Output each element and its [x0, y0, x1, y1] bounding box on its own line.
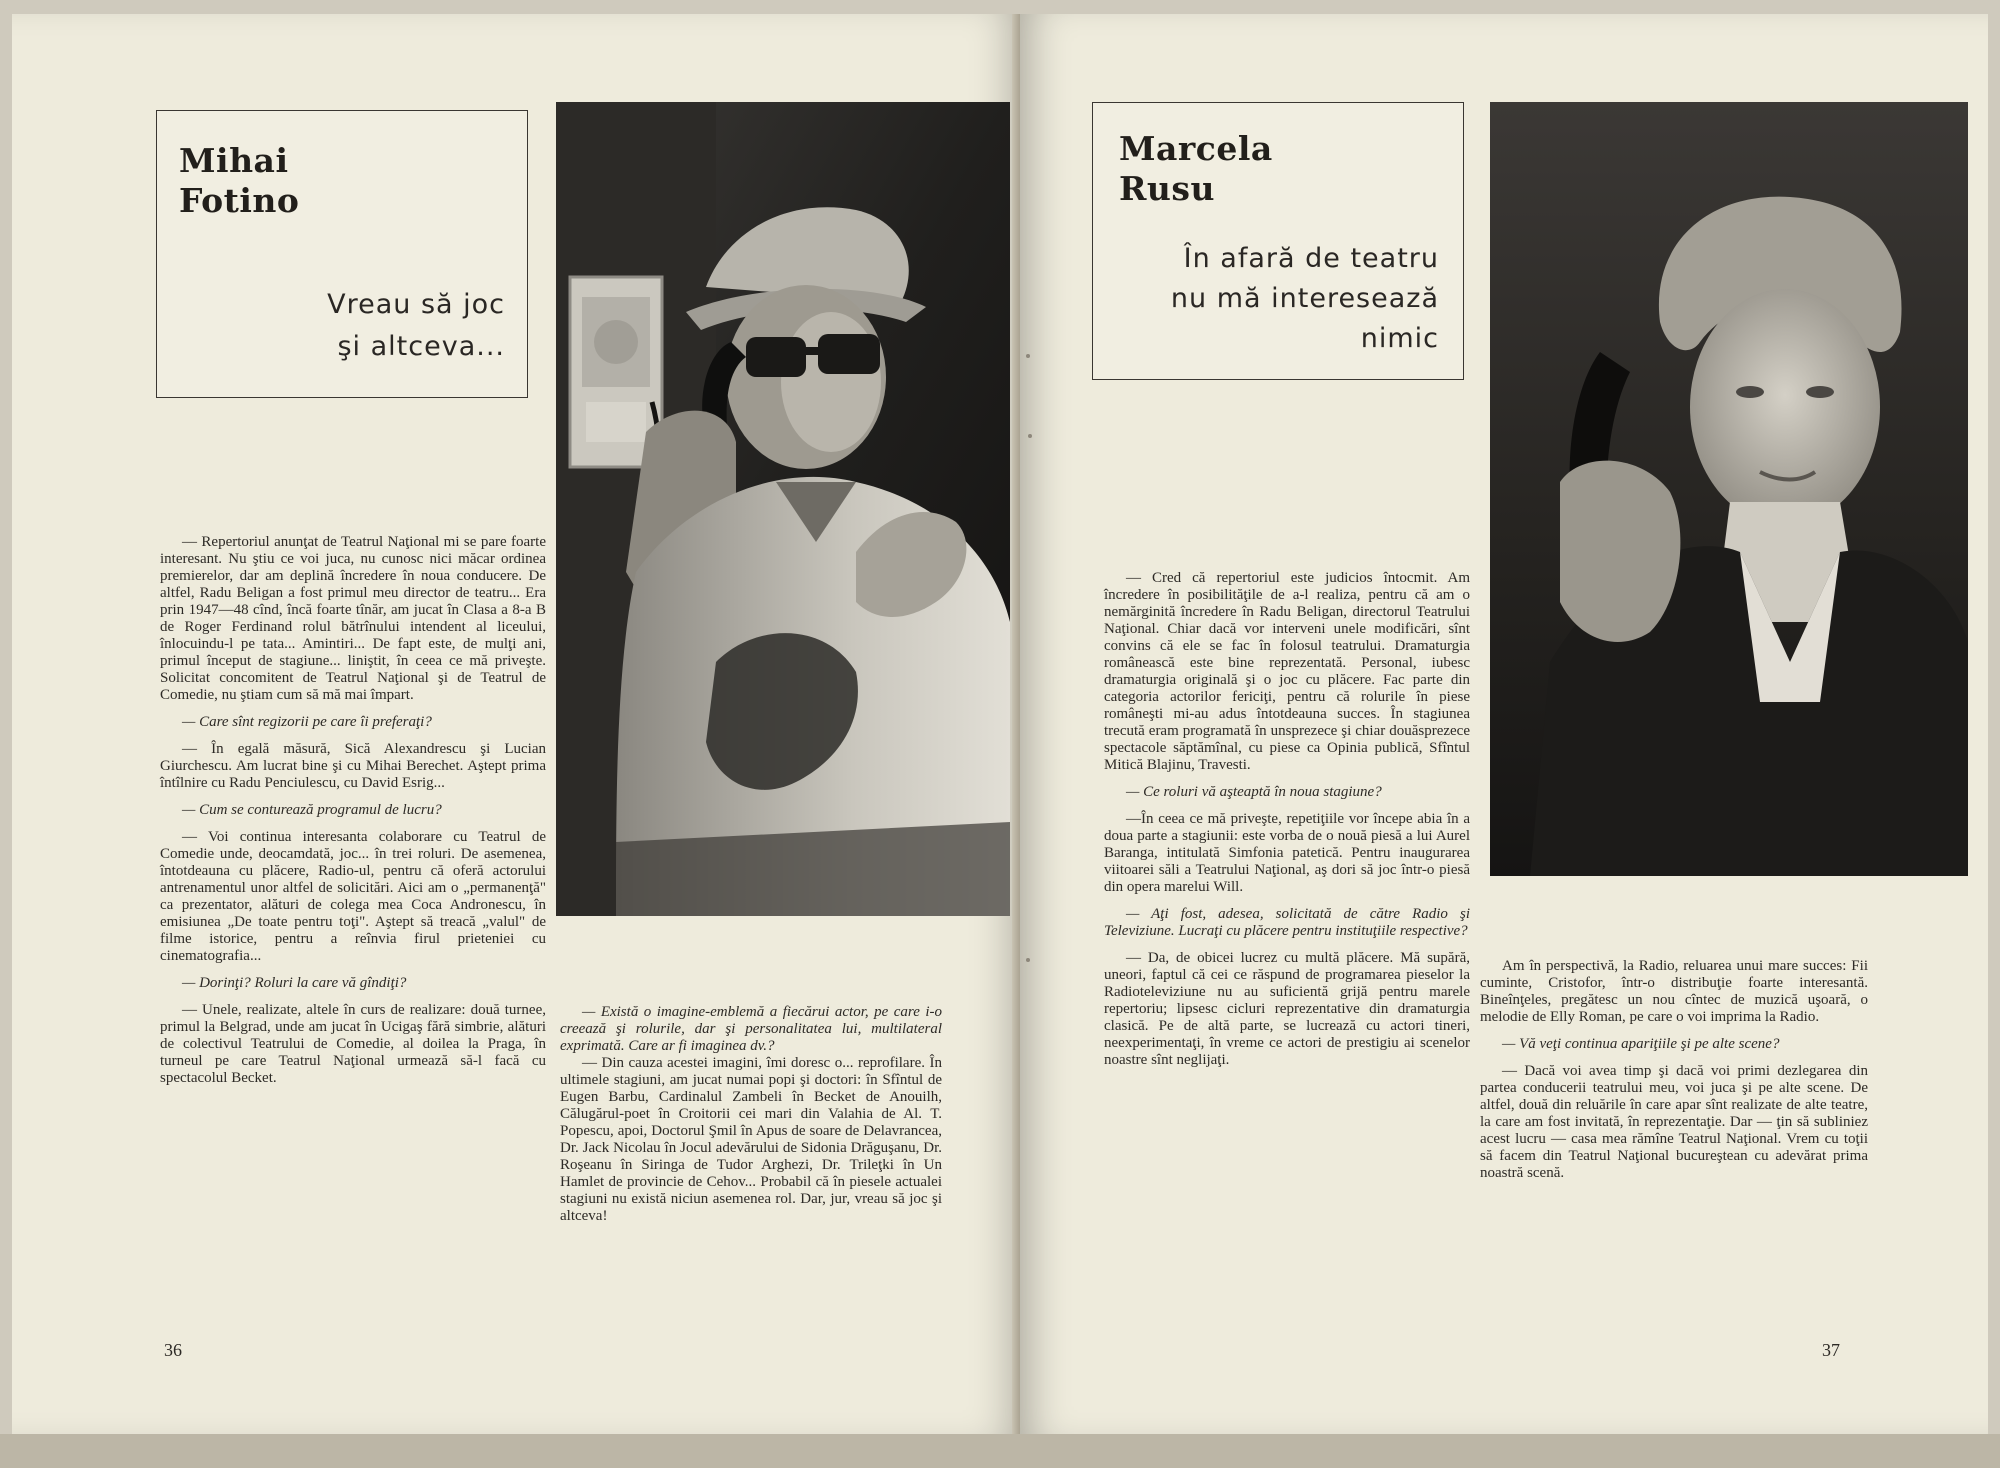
left-page [12, 14, 1020, 1434]
paragraph: — Dacă voi avea timp şi dacă voi primi dezlegarea din partea conducerii teatrului meu, voi juca şi pe alte scene. De altfel, două din reluările în care apar sînt realizate de alte teatre, la care am fost invitată, în reprezentaţie. Dar — ţin să subliniez acest lucru — casa mea rămîne Teatrul Naţional. Vrem cu toţii să facem din Teatrul Naţional bucureştean cu adevărat prima noastră scenă. [1480, 1063, 1868, 1181]
name-rusu-first: Marcela [1119, 129, 1273, 168]
book-edge [0, 1434, 2000, 1468]
paragraph: Am în perspectivă, la Radio, reluarea unui mare succes: Fii cuminte, Cristofor, într-o distribuţie foarte interesantă. Bineînţeles, pregătesc un nou cîntec de muzică uşoară, o melodie de Elly Roman, pe care o voi imprima la Radio. [1480, 958, 1868, 1025]
left-column-2 [560, 1004, 942, 1225]
left-column-1 [160, 534, 546, 1087]
paper-speck [1028, 434, 1032, 438]
subtitle-rusu-1: În afară de teatru [1183, 243, 1439, 274]
right-column-1 [1104, 570, 1470, 1069]
paper-speck [1026, 958, 1030, 962]
subtitle-fotino-1: Vreau să joc [327, 289, 505, 320]
question: — Care sînt regizorii pe care îi preferaţi? [182, 714, 432, 730]
paragraph: —În ceea ce mă priveşte, repetiţiile vor începe abia în a doua parte a stagiunii: este vorba de o nouă piesă a lui Aurel Baranga, intitulată Simfonia patetică. Pentru inaugurarea viitoarei săli a Teatrului Naţional, aş dori să joc într-o piesă din opera marelui Will. [1104, 811, 1470, 895]
photo-woman-telephone [1490, 102, 1968, 876]
name-fotino-first: Mihai [179, 141, 289, 180]
question: — Există o imagine-emblemă a fiecărui actor, pe care i-o creează şi rolurile, dar şi personalitatea lui, multilateral exprimată. Care ar fi imaginea dv.? [560, 1004, 942, 1054]
paper-speck [1026, 354, 1030, 358]
paragraph: — Repertoriul anunţat de Teatrul Naţional mi se pare foarte interesant. Nu ştiu ce voi juca, nu cunosc nici măcar ordinea premierelor, dar am deplină încredere în noua conducere. De altfel, Radu Beligan a fost primul meu director de teatru... Era prin 1947—48 cînd, încă foarte tînăr, am jucat în Clasa a 8-a B de Roger Ferdinand rolul bătrînului intendent al liceului, înlocuindu-l pe tata... Amintiri... De fapt este, de mulţi ani, primul început de stagiune... liniştit, în ceea ce mă priveşte. Solicitat concomitent de Teatrul Naţional şi de Teatrul de Comedie, nu ştiam cum să mă mai împart. [160, 534, 546, 703]
subtitle-rusu-2: nu mă interesează [1170, 283, 1439, 314]
question: — Cum se conturează programul de lucru? [182, 802, 442, 818]
paragraph: — Da, de obicei lucrez cu multă plăcere. Mă supără, uneori, faptul că cei ce răspund de programarea pieselor la Radioteleviziune nu au suficientă grijă pentru marele repertoriu; lipsesc cicluri reprezentative din dramaturgia clasică. Pe de altă parte, se lucrează cu actori tineri, neexperimentaţi, în vreme ce actori de prestigiu ai scenelor noastre sînt neglijaţi. [1104, 950, 1470, 1068]
page-number: 37 [1822, 1340, 1840, 1360]
question: — Vă veţi continua apariţiile şi pe alte scene? [1502, 1036, 1780, 1052]
paragraph: — În egală măsură, Sică Alexandrescu şi Lucian Giurchescu. Am lucrat bine şi cu Mihai Berechet. Aştept prima întîlnire cu Radu Penciulescu, cu David Esrig... [160, 741, 546, 791]
right-column-2 [1480, 958, 1868, 1182]
right-page [1020, 14, 1988, 1434]
paragraph: — Voi continua interesanta colaborare cu Teatrul de Comedie unde, deocamdată, joc... în trei roluri. De asemenea, întotdeauna cu plăcere, Radio-ul, pentru că oferă actorului antrenamentul unor altfel de solicitări. Aici am o „permanenţă" ca prezentator, alături de colega mea Coca Andronescu, în emisiunea „De toate pentru toţi". Aştept să treacă „valul" de filme istorice, pentru a reînvia firul prieteniei cu cinematografia... [160, 829, 546, 964]
name-fotino-last: Fotino [179, 181, 300, 220]
subtitle-rusu-3: nimic [1360, 323, 1439, 354]
title-box-fotino [156, 110, 528, 398]
paragraph: — Din cauza acestei imagini, îmi doresc o... reprofilare. În ultimele stagiuni, am jucat numai popi şi doctori: în Sfîntul de Eugen Barbu, Cardinalul Zambeli în Becket de Anouilh, Călugărul-poet în Croitorii cei mari din Valahia de Al. T. Popescu, apoi, Doctorul Şmil în Apus de soare de Delavrancea, Dr. Jack Nicolau în Jocul adevărului de Sidonia Drăguşanu, Dr. Roşeanu în Siringa de Tudor Arghezi, Dr. Trileţki în Un Hamlet de provincie de Cehov... Probabil că în piesele actualei stagiuni nu există niciun asemenea rol. Dar, jur, vreau să joc şi altceva! [560, 1055, 942, 1224]
paragraph: — Unele, realizate, altele în curs de realizare: două turnee, primul la Belgrad, unde am jucat în Ucigaş fără simbrie, alături de colectivul Teatrului de Comedie, al doilea la Praga, în turneul pe care Teatrul Naţional urmează să-l facă cu spectacolul Becket. [160, 1002, 546, 1086]
name-rusu-last: Rusu [1119, 169, 1215, 208]
photo-man-telephone [556, 102, 1010, 916]
paragraph: — Cred că repertoriul este judicios întocmit. Am încredere în posibilităţile de a-l realiza, pentru că am o nemărginită încredere în Radu Beligan, directorul Teatrului Naţional. Chiar dacă vor interveni unele modificări, sînt convins că ele se fac în folosul teatrului. Dramaturgia românească este bine reprezentată. Personal, iubesc dramaturgia originală şi o joc cu plăcere. Fac parte din categoria actorilor fericiţi, pentru că rolurile în piese româneşti mi-au adus întotdeauna succes. În stagiunea trecută eram programată în unsprezece şi chiar douăsprezece spectacole săptămînal, cu piese ca Opinia publică, Sfîntul Mitică Blajinu, Travesti. [1104, 570, 1470, 773]
question: — Aţi fost, adesea, solicitată de către Radio şi Televiziune. Lucraţi cu plăcere pentru instituţiile respective? [1104, 906, 1470, 939]
question: — Dorinţi? Roluri la care vă gîndiţi? [182, 975, 407, 991]
question: — Ce roluri vă aşteaptă în noua stagiune? [1126, 784, 1382, 800]
page-number: 36 [164, 1340, 182, 1360]
title-box-rusu [1092, 102, 1464, 380]
subtitle-fotino-2: şi altceva... [337, 331, 505, 362]
